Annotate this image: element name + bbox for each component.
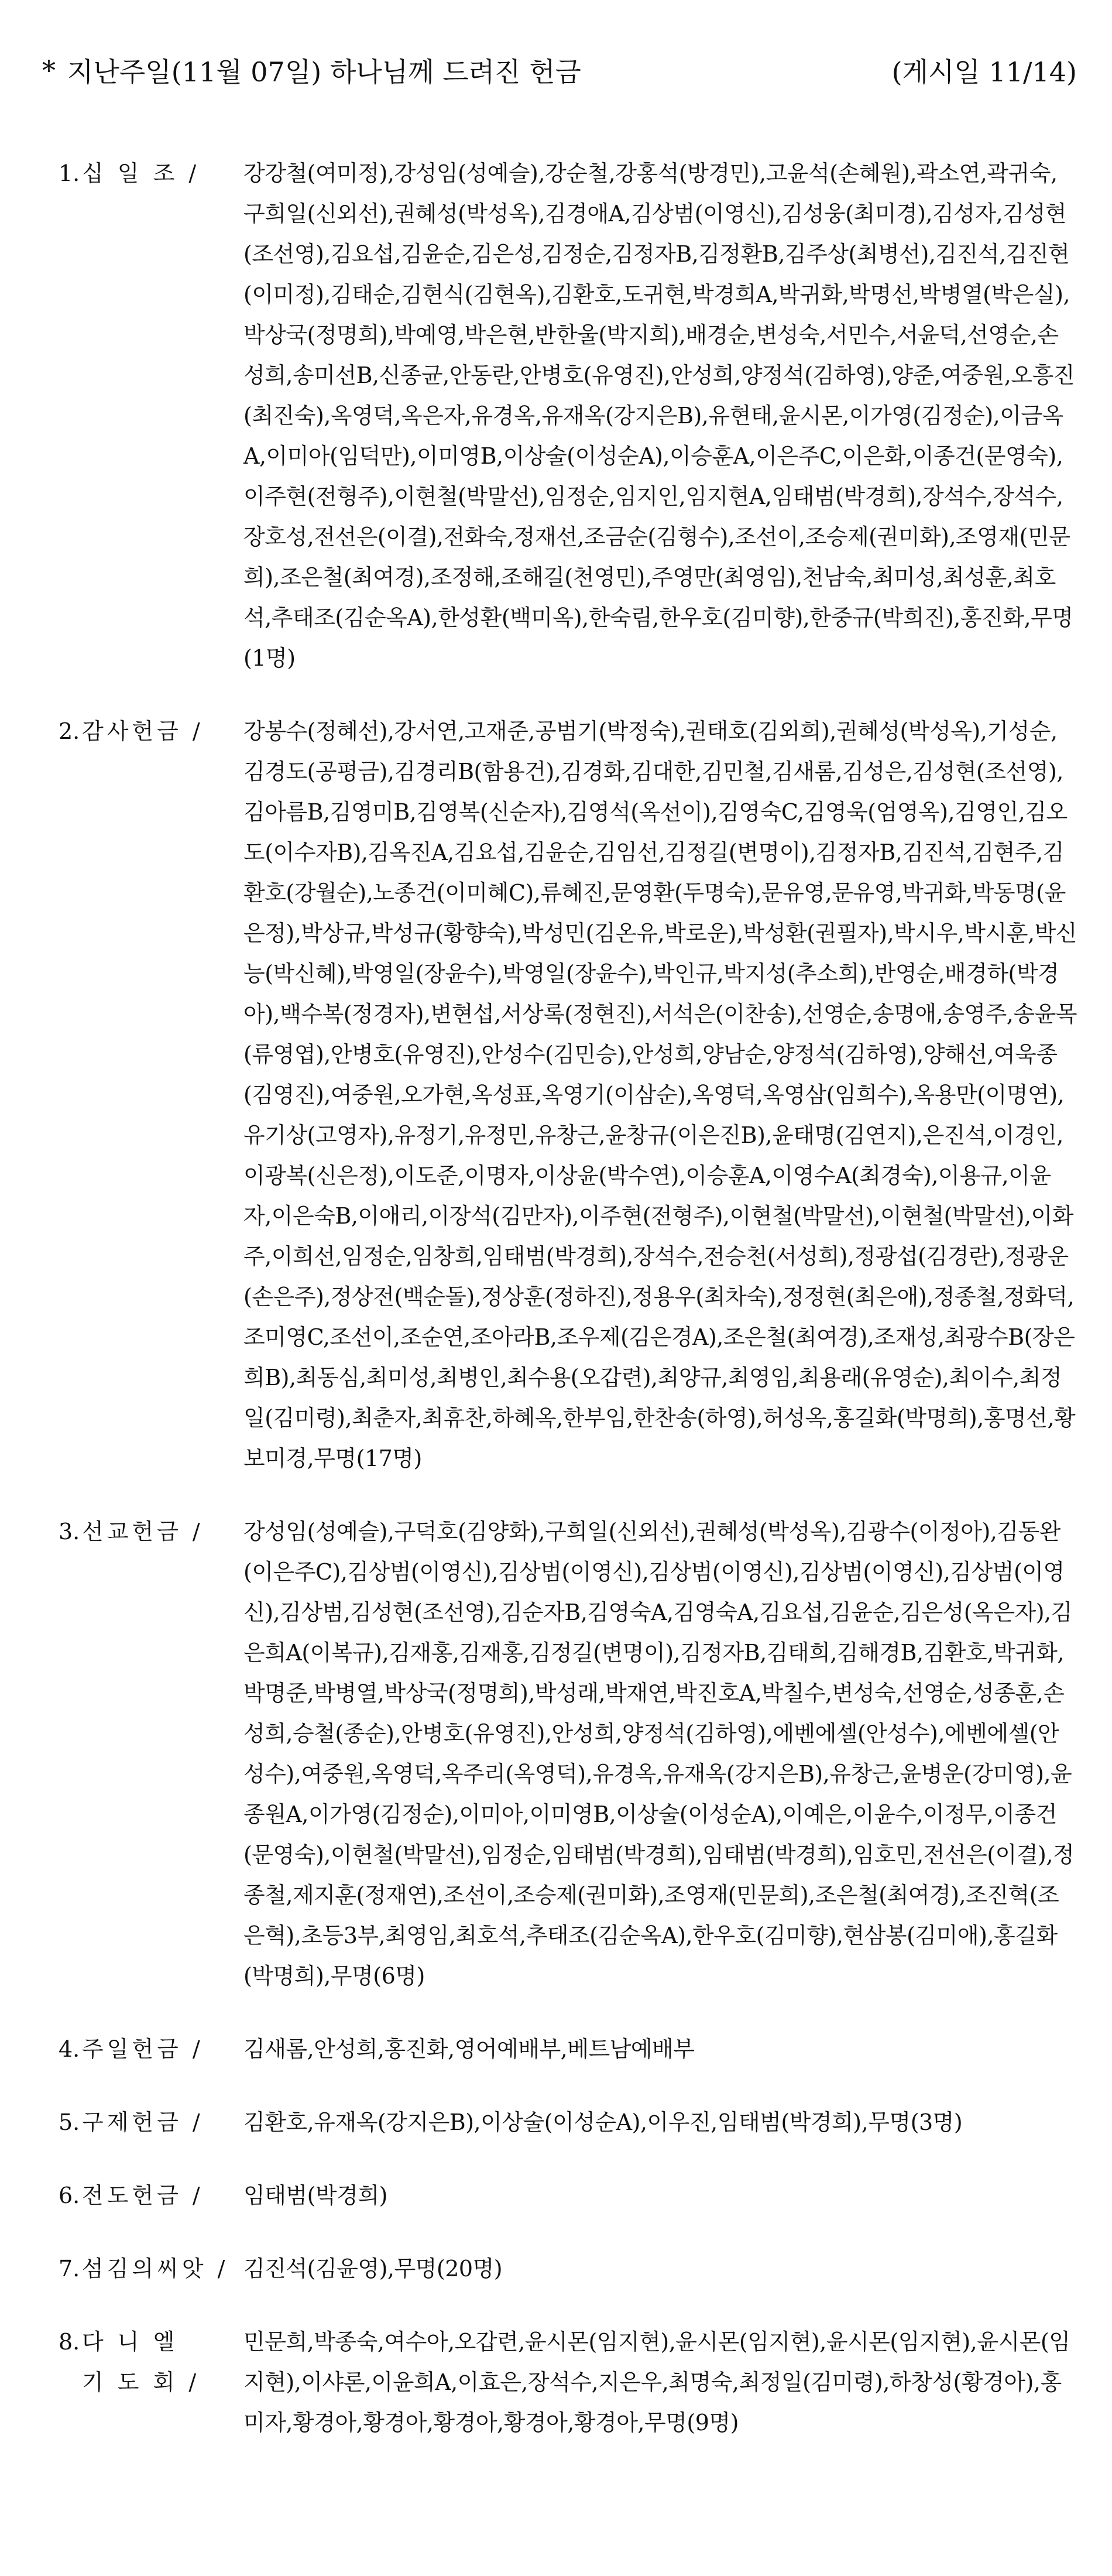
offering-item-seed-of-service (59, 2249, 1077, 2289)
item-names: 민문희,박종숙,여수아,오갑련,윤시몬(임지현),윤시몬(임지현),윤시몬(임지현),윤시몬(임지현),이샤론,이윤희A,이효은,장석수,지은우,최명숙,최정일(김미령),하창성(황경아),홍미자,황경아,황경아,황경아,황경아,황경아,무명(9명) (243, 2329, 1070, 2435)
item-number: 8. (59, 2329, 80, 2355)
offering-item-mission (59, 1512, 1077, 1996)
page-header (42, 41, 1077, 100)
offering-item-relief (59, 2102, 1077, 2143)
item-label: 감사헌금 / (82, 718, 204, 744)
item-names: 김환호,유재옥(강지은B),이상술(이성순A),이우진,임태범(박경희),무명(3명) (243, 2109, 963, 2135)
offering-item-sunday (59, 2029, 1077, 2070)
header-bullet: * (42, 54, 56, 86)
item-label-line1: 다 니 엘 (82, 2329, 179, 2355)
item-number: 3. (59, 1519, 80, 1544)
offering-item-tithe (59, 153, 1077, 679)
item-label-line2: 기 도 회 / (82, 2369, 200, 2395)
item-names: 임태범(박경희) (243, 2183, 387, 2208)
item-label (82, 2322, 243, 2443)
item-number: 5. (59, 2109, 80, 2135)
item-label: 전도헌금 / (82, 2183, 204, 2208)
item-label: 섬김의씨앗 / (82, 2256, 229, 2282)
item-label: 선교헌금 / (82, 1519, 204, 1544)
header-title-group (42, 51, 581, 90)
item-names: 강성임(성예슬),구덕호(김양화),구희일(신외선),권혜성(박성옥),김광수(이정아),김동완(이은주C),김상범(이영신),김상범(이영신),김상범(이영신),김상범(이영신),김상범(이영신),김상범,김성현(조선영),김순자B,김영숙A,김영숙A,김요섭,김윤순,김은성(옥은자),김은희A(이복규),김재홍,김재홍,김정길(변명이),김정자B,김태희,김해경B,김환호,박귀화,박명준,박병열,박상국(정명희),박성래,박재연,박진호A,박칠수,변성숙,선영순,성종훈,손성희,승철(종순),안병호(유영진),안성희,양정석(김하영),에벤에셀(안성수),에벤에셀(안성수),여중원,옥영덕,옥주리(옥영덕),유경옥,유재옥(강지은B),유창근,윤병운(강미영),윤종원A,이가영(김정순),이미아,이미영B,이상술(이성순A),이예은,이윤수,이정무,이종건(문영숙),이현철(박말선),임정순,임태범(박경희),임태범(박경희),임호민,전선은(이결),정종철,제지훈(정재연),조선이,조승제(권미화),조영재(민문희),조은철(최여경),조진혁(조은혁),초등3부,최영임,최호석,추태조(김순옥A),한우호(김미향),현삼봉(김미애),홍길화(박명희),무명(6명) (243, 1519, 1075, 1989)
offering-item-evangelism (59, 2176, 1077, 2216)
offering-item-daniel-prayer (59, 2322, 1077, 2443)
page-title: 지난주일(11월 07일) 하나님께 드려진 헌금 (67, 56, 581, 88)
offering-list (59, 153, 1077, 2476)
item-names: 김진석(김윤영),무명(20명) (243, 2256, 503, 2282)
item-number: 2. (59, 718, 80, 744)
item-label: 십 일 조 / (82, 160, 200, 186)
item-label: 주일헌금 / (82, 2036, 204, 2062)
item-number: 7. (59, 2256, 80, 2282)
item-number: 4. (59, 2036, 80, 2062)
item-number: 1. (59, 160, 80, 186)
offering-item-thanksgiving (59, 711, 1077, 1479)
posted-date: (게시일 11/14) (891, 56, 1077, 88)
item-names: 김새롬,안성희,홍진화,영어예배부,베트남예배부 (243, 2036, 695, 2062)
item-label: 구제헌금 / (82, 2109, 204, 2135)
item-names: 강강철(여미정),강성임(성예슬),강순철,강홍석(방경민),고윤석(손혜원),곽소연,곽귀숙,구희일(신외선),권혜성(박성옥),김경애A,김상범(이영신),김성웅(최미경),김성자,김성현(조선영),김요섭,김윤순,김은성,김정순,김정자B,김정환B,김주상(최병선),김진석,김진현(이미정),김태순,김현식(김현옥),김환호,도귀현,박경희A,박귀화,박명선,박병열(박은실),박상국(정명희),박예영,박은현,반한울(박지희),배경순,변성숙,서민수,서윤덕,선영순,손성희,송미선B,신종균,안동란,안병호(유영진),안성희,양정석(김하영),양준,여중원,오흥진(최진숙),옥영덕,옥은자,유경옥,유재옥(강지은B),유현태,윤시몬,이가영(김정순),이금옥A,이미아(임덕만),이미영B,이상술(이성순A),이승훈A,이은주C,이은화,이종건(문영숙),이주현(전형주),이현철(박말선),임정순,임지인,임지현A,임태범(박경희),장석수,장석수,장호성,전선은(이결),전화숙,정재선,조금순(김형수),조선이,조승제(권미화),조영재(민문희),조은철(최여경),조정해,조해길(천영민),주영만(최영임),천남숙,최미성,최성훈,최호석,추태조(김순옥A),한성환(백미옥),한숙림,한우호(김미향),한중규(박희진),홍진화,무명(1명) (243, 160, 1075, 671)
item-names: 강봉수(정혜선),강서연,고재준,공범기(박정숙),권태호(김외희),권혜성(박성옥),기성순,김경도(공평금),김경리B(함용건),김경화,김대한,김민철,김새롬,김성은,김성현(조선영),김아름B,김영미B,김영복(신순자),김영석(옥선이),김영숙C,김영욱(엄영옥),김영인,김오도(이수자B),김옥진A,김요섭,김윤순,김임선,김정길(변명이),김정자B,김진석,김현주,김환호(강월순),노종건(이미혜C),류혜진,문영환(두명숙),문유영,문유영,박귀화,박동명(윤은정),박상규,박성규(황향숙),박성민(김온유,박로운),박성환(권필자),박시우,박시훈,박신능(박신혜),박영일(장윤수),박영일(장윤수),박인규,박지성(추소희),반영순,배경하(박경아),백수복(정경자),변현섭,서상록(정현진),서석은(이찬송),선영순,송명애,송영주,송윤목(류영엽),안병호(유영진),안성수(김민승),안성희,양남순,양정석(김하영),양해선,여욱종(김영진),여중원,오가현,옥성표,옥영기(이삼순),옥영덕,옥영삼(임희수),옥용만(이명연),유기상(고영자),유정기,유정민,유창근,윤창규(이은진B),윤태명(김연지),은진석,이경인,이광복(신은정),이도준,이명자,이상윤(박수연),이승훈A,이영수A(최경숙),이용규,이윤자,이은숙B,이애리,이장석(김만자),이주현(전형주),이현철(박말선),이현철(박말선),이화주,이희선,임정순,임창희,임태범(박경희),장석수,전승천(서성희),정광섭(김경란),정광운(손은주),정상전(백순돌),정상훈(정하진),정용우(최차숙),정정현(최은애),정종철,정화덕,조미영C,조선이,조순연,조아라B,조우제(김은경A),조은철(최여경),조재성,최광수B(장은희B),최동심,최미성,최병인,최수용(오갑련),최양규,최영임,최용래(유영순),최이수,최정일(김미령),최춘자,최휴찬,하혜옥,한부임,한찬송(하영),허성옥,홍길화(박명희),홍명선,황보미경,무명(17명) (243, 718, 1077, 1471)
item-number: 6. (59, 2183, 80, 2208)
